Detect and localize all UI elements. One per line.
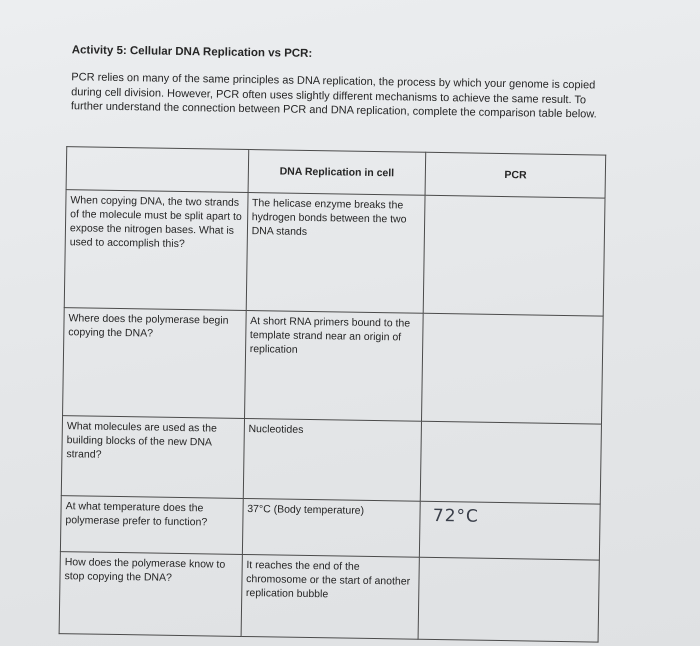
handwritten-answer: 72°C	[432, 505, 480, 527]
dna-replication-answer: The helicase enzyme breaks the hydrogen bonds between the two DNA stands	[246, 192, 426, 313]
comparison-table	[59, 146, 607, 642]
table-row	[63, 308, 604, 424]
question-cell: Where does the polymerase begin copying the DNA?	[63, 308, 246, 419]
table-row	[64, 190, 605, 316]
pcr-answer-cell[interactable]	[422, 313, 603, 424]
header-question-cell	[66, 147, 248, 193]
table-row	[60, 496, 600, 560]
pcr-answer-cell[interactable]	[421, 421, 602, 504]
dna-replication-answer: It reaches the end of the chromosome or the start of another replication bubble	[241, 554, 420, 639]
header-dna-replication: DNA Replication in cell	[248, 150, 426, 196]
header-pcr: PCR	[425, 152, 605, 198]
question-cell: How does the polymerase know to stop copying the DNA?	[59, 552, 242, 637]
pcr-answer-cell[interactable]	[420, 501, 601, 560]
dna-replication-answer: 37°C (Body temperature)	[242, 498, 421, 557]
question-cell: At what temperature does the polymerase prefer to function?	[60, 496, 243, 555]
worksheet-content	[58, 36, 618, 601]
question-cell: What molecules are used as the building blocks of the new DNA strand?	[61, 416, 244, 499]
dna-replication-answer: Nucleotides	[243, 418, 422, 501]
dna-replication-answer: At short RNA primers bound to the template strand near an origin of replication	[244, 310, 423, 421]
question-cell: When copying DNA, the two strands of the molecule must be split apart to expose the nitrogen bases. What is used to accomplish this?	[64, 190, 247, 311]
pcr-answer-cell[interactable]	[424, 195, 606, 316]
activity-title: Activity 5: Cellular DNA Replication vs PCR:	[71, 44, 313, 60]
pcr-answer-cell[interactable]	[418, 557, 599, 642]
activity-instructions: PCR relies on many of the same principles as DNA replication, the process by which your genome is copied during cell division. However, PCR often uses slightly different mechanisms to achieve the same result. To further understand the connection between PCR and DNA replication, complete the comparison table below.	[70, 71, 597, 121]
table-row	[59, 552, 599, 642]
table-row	[61, 416, 601, 504]
